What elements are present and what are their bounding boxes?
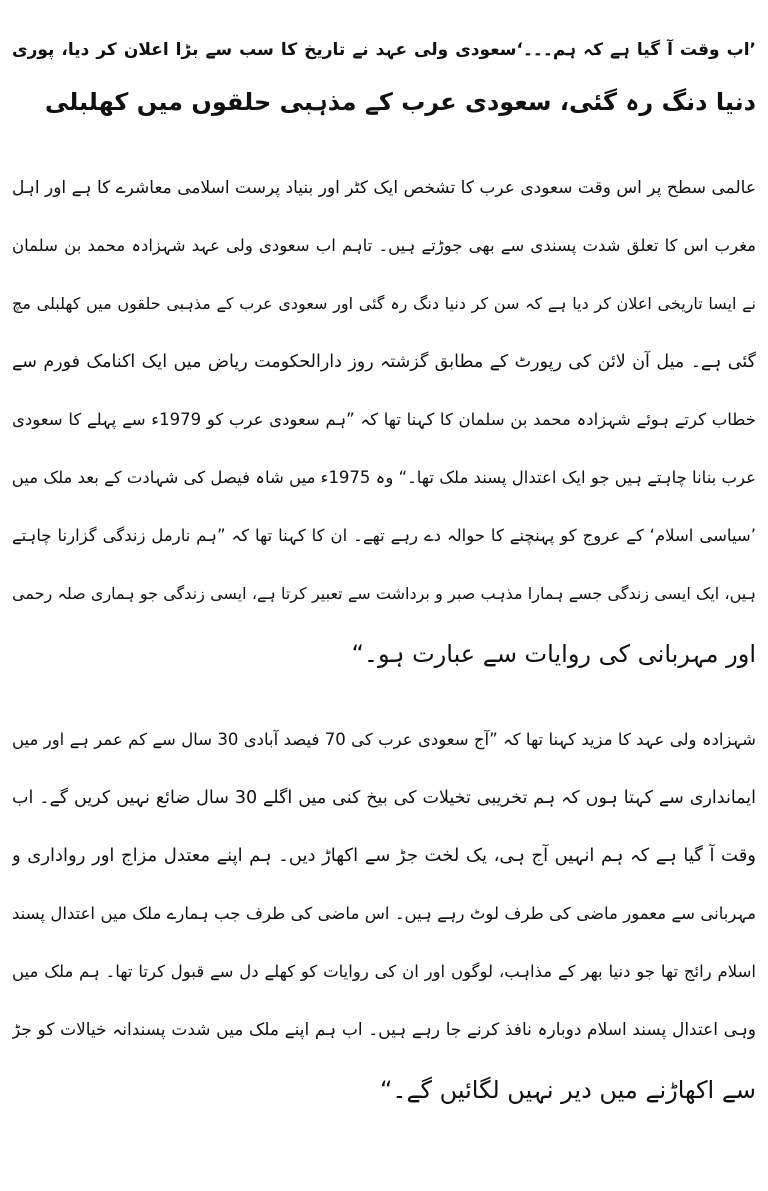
paragraph-line: عرب بنانا چاہتے ہیں جو ایک اعتدال پسند ملک تھا۔“ وہ 1975ء میں شاہ فیصل کی شہادت کے بعد ملک میں (12, 468, 756, 487)
paragraph-line: مغرب اس کا تعلق شدت پسندی سے بھی جوڑتے ہیں۔ تاہم اب سعودی ولی عہد شہزادہ محمد بن سلمان (12, 236, 756, 255)
paragraph-line: اور مہربانی کی روایات سے عبارت ہو۔“ (351, 640, 756, 668)
paragraph-line: ایمانداری سے کہتا ہوں کہ ہم تخریبی تخیلات کی بیخ کنی میں اگلے 30 سال ضائع نہیں کریں گے۔ اب (12, 788, 756, 808)
paragraph-line: وہی اعتدال پسند اسلام دوبارہ نافذ کرنے جا رہے ہیں۔ اب ہم اپنے ملک میں شدت پسندانہ خیالات کو جڑ (12, 1020, 756, 1040)
paragraph-line: گئی ہے۔ میل آن لائن کی رپورٹ کے مطابق گزشتہ روز دارالحکومت ریاض میں ایک اکنامک فورم سے (12, 352, 756, 372)
headline-line: دنیا دنگ رہ گئی، سعودی عرب کے مذہبی حلقوں میں کھلبلی (44, 88, 756, 116)
paragraph-line: سے اکھاڑنے میں دیر نہیں لگائیں گے۔“ (379, 1076, 756, 1104)
paragraph-line: مہربانی سے معمور ماضی کی طرف لوٹ رہے ہیں۔ اس ماضی کی طرف جب ہمارے ملک میں اعتدال پسند (12, 904, 756, 923)
paragraph-line: ’سیاسی اسلام‘ کے عروج کو پہنچنے کا حوالہ دے رہے تھے۔ ان کا کہنا تھا کہ ”ہم نارمل زندگی گزارنا چاہتے (12, 526, 756, 545)
paragraph-line: ہیں، ایک ایسی زندگی جسے ہمارا مذہب صبر و برداشت سے تعبیر کرتا ہے، ایسی زندگی جو ہماری صلہ رحمی (12, 584, 756, 603)
paragraph-line: شہزادہ ولی عہد کا مزید کہنا تھا کہ ”آج سعودی عرب کی 70 فیصد آبادی 30 سال سے کم عمر ہے اور میں (12, 730, 756, 749)
paragraph-line: اسلام رائج تھا جو دنیا بھر کے مذاہب، لوگوں اور ان کی روایات کو کھلے دل سے قبول کرتا تھا۔ ہم ملک میں (12, 962, 756, 981)
paragraph-line: خطاب کرتے ہوئے شہزادہ محمد بن سلمان کا کہنا تھا کہ ”ہم سعودی عرب کو 1979ء سے پہلے کا سعودی (12, 410, 756, 429)
paragraph-line: وقت آ گیا ہے کہ ہم انہیں آج ہی، یک لخت جڑ سے اکھاڑ دیں۔ ہم اپنے معتدل مزاج اور رواداری و (12, 845, 756, 866)
paragraph-line: نے ایسا تاریخی اعلان کر دیا ہے کہ سن کر دنیا دنگ رہ گئی اور سعودی عرب کے مذہبی حلقوں میں کھلبلی مچ (12, 294, 756, 313)
paragraph-line: عالمی سطح پر اس وقت سعودی عرب کا تشخص ایک کٹر اور بنیاد پرست اسلامی معاشرے کا ہے اور اہل (12, 178, 756, 198)
headline-line: ’اب وقت آ گیا ہے کہ ہم۔۔۔‘سعودی ولی عہد نے تاریخ کا سب سے بڑا اعلان کر دیا، پوری (12, 40, 756, 60)
